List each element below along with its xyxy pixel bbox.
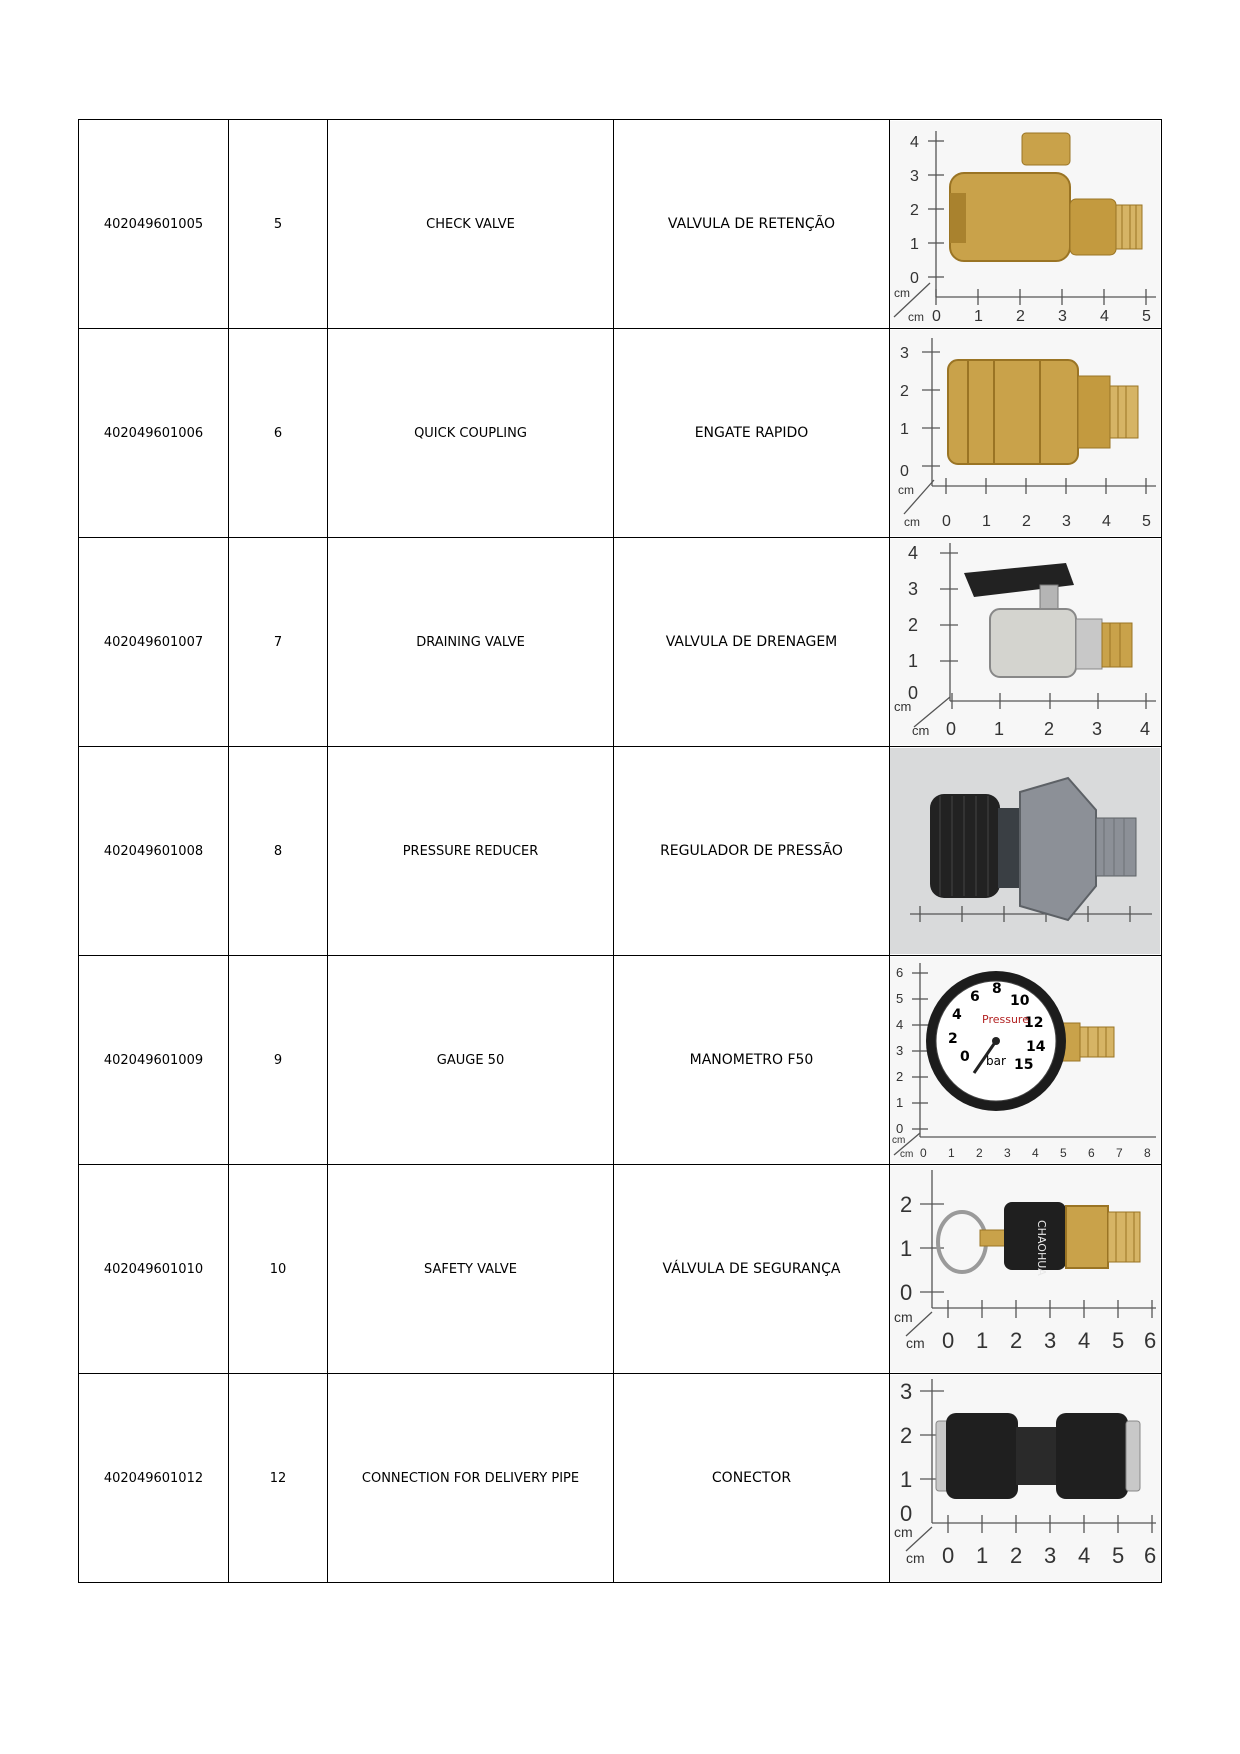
svg-text:1: 1 [908, 651, 919, 671]
part-description-pt: CONECTOR [614, 1374, 890, 1583]
part-description-pt: MANOMETRO F50 [614, 956, 890, 1165]
svg-text:10: 10 [1010, 993, 1030, 1009]
svg-text:0: 0 [946, 719, 957, 739]
svg-text:3: 3 [1092, 719, 1103, 739]
svg-text:3: 3 [910, 168, 919, 185]
svg-text:2: 2 [948, 1031, 958, 1047]
svg-text:0: 0 [900, 463, 909, 480]
svg-text:2: 2 [976, 1146, 983, 1160]
svg-text:5: 5 [1112, 1543, 1125, 1568]
svg-text:5: 5 [1060, 1146, 1067, 1160]
part-description: GAUGE 50 [328, 956, 614, 1165]
svg-text:8: 8 [1144, 1146, 1151, 1160]
part-description-pt: VÁLVULA DE SEGURANÇA [614, 1165, 890, 1374]
item-number: 10 [229, 1165, 328, 1374]
svg-text:2: 2 [900, 1423, 913, 1448]
part-description: CONNECTION FOR DELIVERY PIPE [328, 1374, 614, 1583]
svg-text:2: 2 [1010, 1543, 1023, 1568]
svg-text:3: 3 [1058, 308, 1067, 325]
table-row [79, 1374, 1162, 1583]
table-row [79, 1165, 1162, 1374]
svg-text:8: 8 [992, 981, 1002, 997]
svg-text:0: 0 [942, 513, 951, 530]
svg-text:0: 0 [920, 1146, 927, 1160]
svg-text:4: 4 [1100, 308, 1109, 325]
part-code: 402049601009 [79, 956, 229, 1165]
svg-text:0: 0 [900, 1501, 913, 1526]
svg-text:1: 1 [948, 1146, 955, 1160]
svg-text:3: 3 [900, 345, 909, 362]
svg-text:4: 4 [1032, 1146, 1039, 1160]
svg-text:6: 6 [970, 989, 980, 1005]
svg-text:3: 3 [900, 1379, 913, 1404]
svg-text:cm: cm [900, 1149, 914, 1160]
svg-text:1: 1 [976, 1328, 989, 1353]
part-photo-cell [890, 1374, 1162, 1583]
svg-text:0: 0 [908, 683, 919, 703]
svg-text:cm: cm [894, 286, 910, 300]
svg-text:6: 6 [1088, 1146, 1095, 1160]
svg-text:4: 4 [1140, 719, 1151, 739]
svg-text:4: 4 [1078, 1328, 1091, 1353]
svg-text:6: 6 [1144, 1328, 1157, 1353]
svg-text:12: 12 [1024, 1015, 1044, 1031]
table-row [79, 329, 1162, 538]
svg-text:3: 3 [1044, 1328, 1057, 1353]
table-row [79, 538, 1162, 747]
quick-coupling-photo [890, 330, 1160, 536]
part-description-pt: VALVULA DE DRENAGEM [614, 538, 890, 747]
svg-text:4: 4 [952, 1007, 962, 1023]
item-number: 12 [229, 1374, 328, 1583]
part-photo-cell [890, 120, 1162, 329]
svg-text:2: 2 [896, 1069, 904, 1084]
svg-text:2: 2 [1022, 513, 1031, 530]
svg-text:0: 0 [896, 1121, 904, 1136]
svg-text:6: 6 [1144, 1543, 1157, 1568]
svg-text:1: 1 [896, 1095, 904, 1110]
svg-text:3: 3 [1044, 1543, 1057, 1568]
part-photo-cell [890, 538, 1162, 747]
svg-text:2: 2 [908, 615, 919, 635]
part-description: SAFETY VALVE [328, 1165, 614, 1374]
item-number: 7 [229, 538, 328, 747]
svg-text:2: 2 [1044, 719, 1055, 739]
part-code: 402049601008 [79, 747, 229, 956]
part-photo-cell [890, 956, 1162, 1165]
svg-text:5: 5 [896, 991, 904, 1006]
svg-text:1: 1 [900, 421, 909, 438]
svg-text:cm: cm [898, 483, 914, 497]
part-code: 402049601007 [79, 538, 229, 747]
table-row [79, 747, 1162, 956]
svg-text:5: 5 [1142, 513, 1151, 530]
svg-text:1: 1 [994, 719, 1005, 739]
svg-text:cm: cm [908, 310, 924, 324]
svg-text:5: 5 [1112, 1328, 1125, 1353]
svg-text:0: 0 [960, 1049, 970, 1065]
svg-text:cm: cm [894, 1309, 913, 1325]
svg-text:4: 4 [1102, 513, 1111, 530]
item-number: 6 [229, 329, 328, 538]
svg-text:cm: cm [904, 515, 920, 529]
svg-text:1: 1 [982, 513, 991, 530]
svg-text:1: 1 [976, 1543, 989, 1568]
svg-text:3: 3 [1062, 513, 1071, 530]
svg-text:cm: cm [894, 699, 912, 714]
svg-text:4: 4 [908, 543, 919, 563]
parts-table [78, 119, 1162, 1583]
part-description-pt: VALVULA DE RETENÇÃO [614, 120, 890, 329]
svg-text:1: 1 [900, 1236, 913, 1261]
svg-text:cm: cm [906, 1550, 925, 1566]
item-number: 5 [229, 120, 328, 329]
svg-text:5: 5 [1142, 308, 1151, 325]
svg-text:15: 15 [1014, 1057, 1034, 1073]
svg-text:cm: cm [894, 1524, 913, 1540]
svg-text:Pressure: Pressure [982, 1013, 1029, 1026]
part-description-pt: REGULADOR DE PRESSÃO [614, 747, 890, 956]
part-photo-cell [890, 329, 1162, 538]
part-photo-cell [890, 747, 1162, 956]
check-valve-photo [890, 121, 1160, 327]
svg-text:0: 0 [910, 270, 919, 287]
svg-text:4: 4 [910, 134, 919, 151]
item-number: 9 [229, 956, 328, 1165]
svg-text:3: 3 [896, 1043, 904, 1058]
part-code: 402049601005 [79, 120, 229, 329]
svg-text:6: 6 [896, 965, 904, 980]
svg-text:cm: cm [892, 1135, 906, 1146]
safety-valve-photo [890, 1166, 1160, 1372]
svg-text:0: 0 [942, 1543, 955, 1568]
svg-text:3: 3 [1004, 1146, 1011, 1160]
svg-text:cm: cm [912, 723, 930, 738]
part-photo-cell [890, 1165, 1162, 1374]
svg-text:CHAOHUA: CHAOHUA [1035, 1220, 1048, 1276]
part-description: PRESSURE REDUCER [328, 747, 614, 956]
svg-text:4: 4 [1078, 1543, 1091, 1568]
svg-text:0: 0 [900, 1280, 913, 1305]
part-code: 402049601010 [79, 1165, 229, 1374]
table-row [79, 956, 1162, 1165]
part-code: 402049601006 [79, 329, 229, 538]
svg-text:cm: cm [906, 1335, 925, 1351]
svg-text:0: 0 [942, 1328, 955, 1353]
svg-text:2: 2 [1010, 1328, 1023, 1353]
item-number: 8 [229, 747, 328, 956]
draining-valve-photo [890, 539, 1160, 745]
svg-text:2: 2 [910, 202, 919, 219]
svg-text:1: 1 [974, 308, 983, 325]
svg-text:1: 1 [900, 1467, 913, 1492]
quick-coupling-body [948, 360, 1138, 464]
svg-text:3: 3 [908, 579, 919, 599]
svg-text:4: 4 [896, 1017, 904, 1032]
part-code: 402049601012 [79, 1374, 229, 1583]
svg-text:0: 0 [932, 308, 941, 325]
gauge-photo [890, 957, 1160, 1163]
part-description: DRAINING VALVE [328, 538, 614, 747]
pressure-reducer-photo [890, 748, 1160, 954]
connector-photo [890, 1375, 1160, 1581]
svg-text:2: 2 [900, 1192, 913, 1217]
part-description: CHECK VALVE [328, 120, 614, 329]
svg-text:bar: bar [986, 1054, 1006, 1068]
svg-text:2: 2 [1016, 308, 1025, 325]
part-description: QUICK COUPLING [328, 329, 614, 538]
svg-text:1: 1 [910, 236, 919, 253]
table-row [79, 120, 1162, 329]
part-description-pt: ENGATE RAPIDO [614, 329, 890, 538]
svg-text:7: 7 [1116, 1146, 1123, 1160]
svg-text:2: 2 [900, 383, 909, 400]
svg-text:14: 14 [1026, 1039, 1046, 1055]
